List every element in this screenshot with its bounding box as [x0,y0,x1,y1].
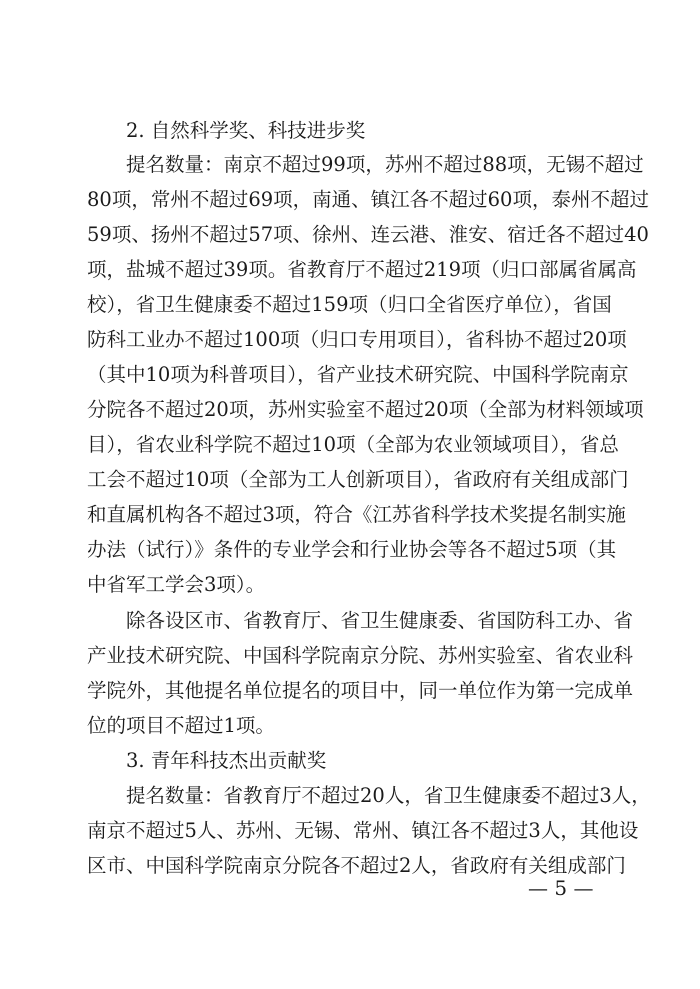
text-line: 校），省卫生健康委不超过159项（归口全省医疗单位），省国 [87,293,612,316]
text-line: （其中10项为科普项目），省产业技术研究院、中国科学院南京 [87,363,629,386]
section-heading-3: 3. 青年科技杰出贡献奖 [126,749,327,772]
text-line: 和直属机构各不超过3项，符合《江苏省科学技术奖提名制实施 [87,503,626,526]
text-line: 提名数量：省教育厅不超过20人，省卫生健康委不超过3人， [126,784,651,807]
text-line: 目），省农业科学院不超过10项（全部为农业领域项目），省总 [87,433,619,456]
section-heading-2: 2. 自然科学奖、科技进步奖 [126,119,366,142]
text-line: 59项、扬州不超过57项、徐州、连云港、淮安、宿迁各不超过40 [87,223,649,246]
text-line: 项，盐城不超过39项。省教育厅不超过219项（归口部属省属高 [87,258,637,281]
text-line: 80项，常州不超过69项，南通、镇江各不超过60项，泰州不超过 [87,188,649,211]
text-line: 办法（试行）》条件的专业学会和行业协会等各不超过5项（其 [87,538,617,561]
text-line: 区市、中国科学院南京分院各不超过2人，省政府有关组成部门 [87,854,626,877]
text-line: 产业技术研究院、中国科学院南京分院、苏州实验室、省农业科 [87,644,634,667]
text-line: 防科工业办不超过100项（归口专用项目），省科协不超过20项 [87,328,627,351]
text-line: 中省军工学会3项）。 [87,573,266,596]
page-number: — 5 — [528,876,594,900]
text-line: 位的项目不超过1项。 [87,714,275,737]
text-line: 学院外，其他提名单位提名的项目中，同一单位作为第一完成单 [87,679,634,702]
text-line: 提名数量：南京不超过99项，苏州不超过88项，无锡不超过 [126,153,644,176]
text-line: 除各设区市、省教育厅、省卫生健康委、省国防科工办、省 [126,609,634,632]
text-line: 工会不超过10项（全部为工人创新项目），省政府有关组成部门 [87,468,629,491]
text-line: 分院各不超过20项，苏州实验室不超过20项（全部为材料领域项 [87,398,644,421]
text-line: 南京不超过5人、苏州、无锡、常州、镇江各不超过3人，其他设 [87,819,639,842]
